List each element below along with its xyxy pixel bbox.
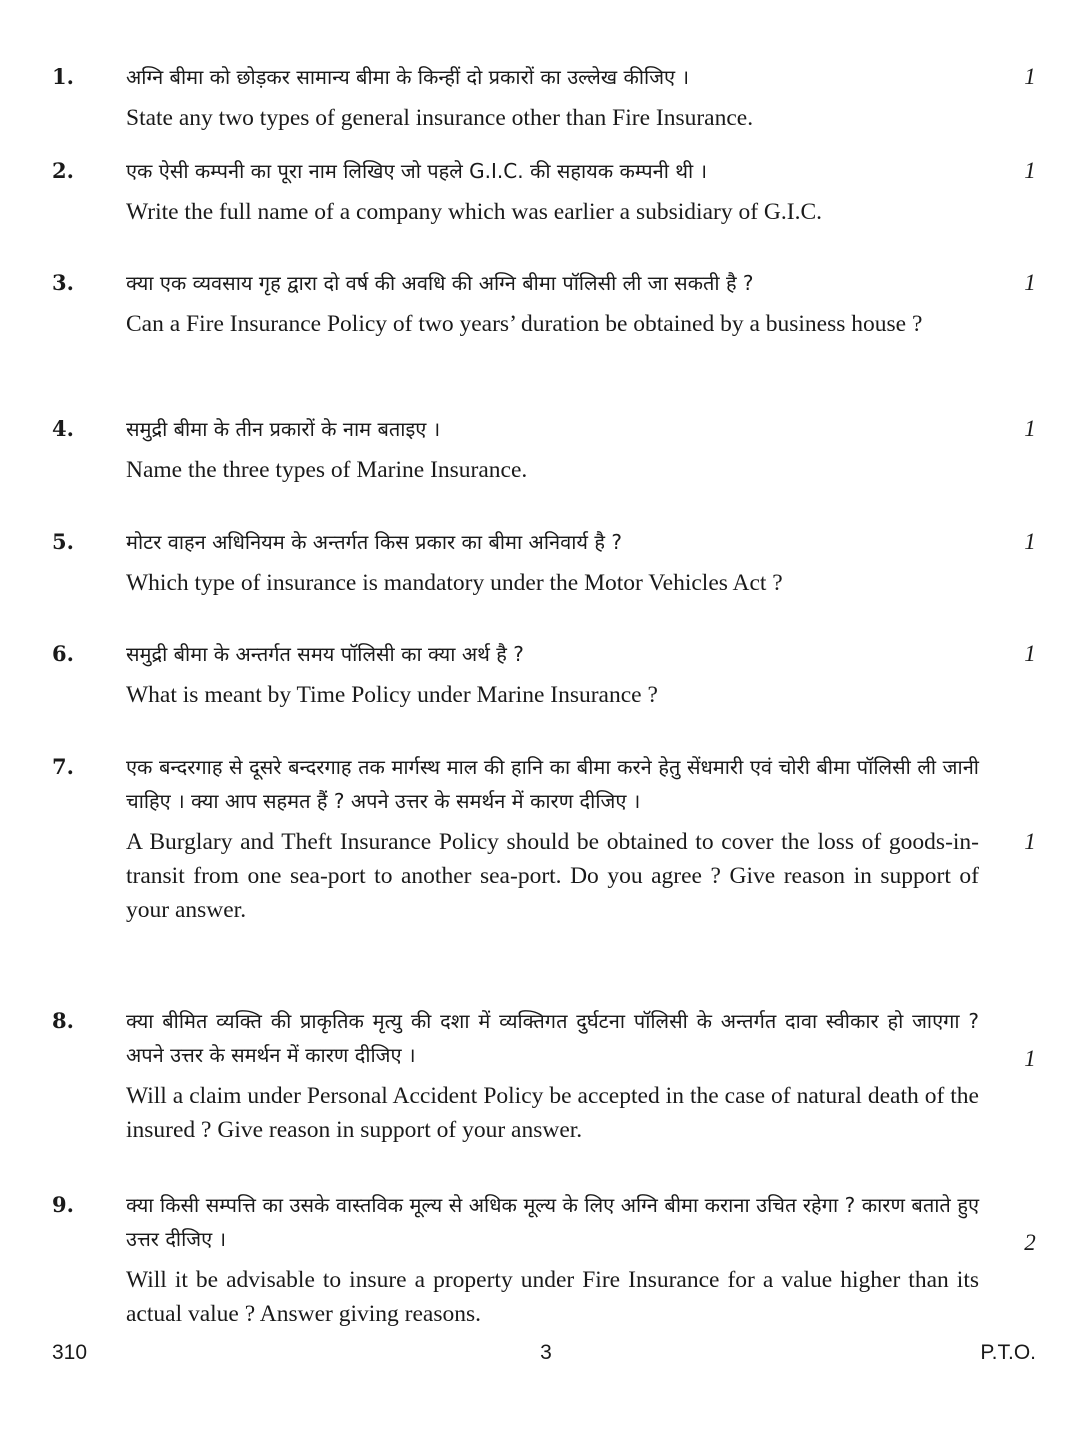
question-marks: 1: [1024, 158, 1036, 183]
question-number: 3.: [52, 270, 74, 295]
question-marks: 1: [1024, 641, 1036, 666]
question-text-hindi: क्या बीमित व्यक्ति की प्राकृतिक मृत्यु की दशा में व्यक्तिगत दुर्घटना पॉलिसी के अन्तर्गत दावा स्वीकार हो जाएगा ? अपने उत्तर के समर्थन में कारण दीजिए ।: [126, 1009, 979, 1067]
question-text-english: Which type of insurance is mandatory under the Motor Vehicles Act ?: [126, 570, 783, 596]
question-text-block: [126, 60, 979, 135]
question-text-english: What is meant by Time Policy under Marine Insurance ?: [126, 682, 658, 708]
question-text-hindi: मोटर वाहन अधिनियम के अन्तर्गत किस प्रकार का बीमा अनिवार्य है ?: [126, 530, 622, 554]
question-text-block: [126, 1188, 979, 1331]
question-text-hindi: अग्नि बीमा को छोड़कर सामान्य बीमा के किन्हीं दो प्रकारों का उल्लेख कीजिए ।: [126, 65, 690, 89]
question-text-english: Write the full name of a company which was earlier a subsidiary of G.I.C.: [126, 199, 822, 225]
question-number: 7.: [52, 754, 74, 779]
question-text-hindi: समुद्री बीमा के तीन प्रकारों के नाम बताइए ।: [126, 417, 441, 441]
question-text-block: [126, 1004, 979, 1147]
question-text-block: [126, 412, 979, 487]
question-text-english: Will it be advisable to insure a property under Fire Insurance for a value higher than its actual value ? Answer giving reasons.: [126, 1267, 979, 1327]
question-text-hindi: समुद्री बीमा के अन्तर्गत समय पॉलिसी का क्या अर्थ है ?: [126, 642, 524, 666]
question-text-hindi: क्या एक व्यवसाय गृह द्वारा दो वर्ष की अवधि की अग्नि बीमा पॉलिसी ली जा सकती है ?: [126, 271, 754, 295]
question-marks: 1: [1024, 270, 1036, 295]
question-text-english: Name the three types of Marine Insurance.: [126, 457, 528, 483]
question-text-block: [126, 154, 979, 229]
question-text-hindi: क्या किसी सम्पत्ति का उसके वास्तविक मूल्य से अधिक मूल्य के लिए अग्नि बीमा कराना उचित रहेगा ? कारण बताते हुए उत्तर दीजिए ।: [126, 1193, 979, 1251]
question-marks: 1: [1024, 529, 1036, 554]
question-number: 8.: [52, 1008, 74, 1033]
question-text-hindi: एक ऐसी कम्पनी का पूरा नाम लिखिए जो पहले G.I.C. की सहायक कम्पनी थी ।: [126, 159, 708, 183]
question-text-hindi: एक बन्दरगाह से दूसरे बन्दरगाह तक मार्गस्थ माल की हानि का बीमा करने हेतु सेंधमारी एवं चोरी बीमा पॉलिसी ली जानी चाहिए । क्या आप सहमत हैं ? अपने उत्तर के समर्थन में कारण दीजिए ।: [126, 755, 979, 813]
question-text-block: [126, 266, 979, 341]
question-text-english: State any two types of general insurance other than Fire Insurance.: [126, 105, 754, 131]
footer-page-number: 3: [540, 1341, 552, 1364]
question-text-english: A Burglary and Theft Insurance Policy should be obtained to cover the loss of goods-in-transit from one sea-port to another sea-port. Do you agree ? Give reason in support of your answer.: [126, 829, 979, 923]
question-number: 2.: [52, 158, 74, 183]
question-number: 1.: [52, 64, 74, 89]
question-number: 6.: [52, 641, 74, 666]
footer-pto: P.T.O.: [980, 1341, 1036, 1364]
question-number: 9.: [52, 1192, 74, 1217]
question-text-block: [126, 750, 979, 927]
question-number: 5.: [52, 529, 74, 554]
question-text-english: Will a claim under Personal Accident Policy be accepted in the case of natural death of the insured ? Give reason in support of your answer.: [126, 1083, 979, 1143]
question-marks: 1: [1024, 416, 1036, 441]
question-marks: 2: [1024, 1230, 1036, 1255]
question-marks: 1: [1024, 1046, 1036, 1071]
question-marks: 1: [1024, 64, 1036, 89]
question-text-block: [126, 637, 979, 712]
question-number: 4.: [52, 416, 74, 441]
question-text-english: Can a Fire Insurance Policy of two years’ duration be obtained by a business house ?: [126, 311, 923, 337]
question-marks: 1: [1024, 829, 1036, 854]
question-text-block: [126, 525, 979, 600]
footer-paper-code: 310: [52, 1341, 88, 1364]
